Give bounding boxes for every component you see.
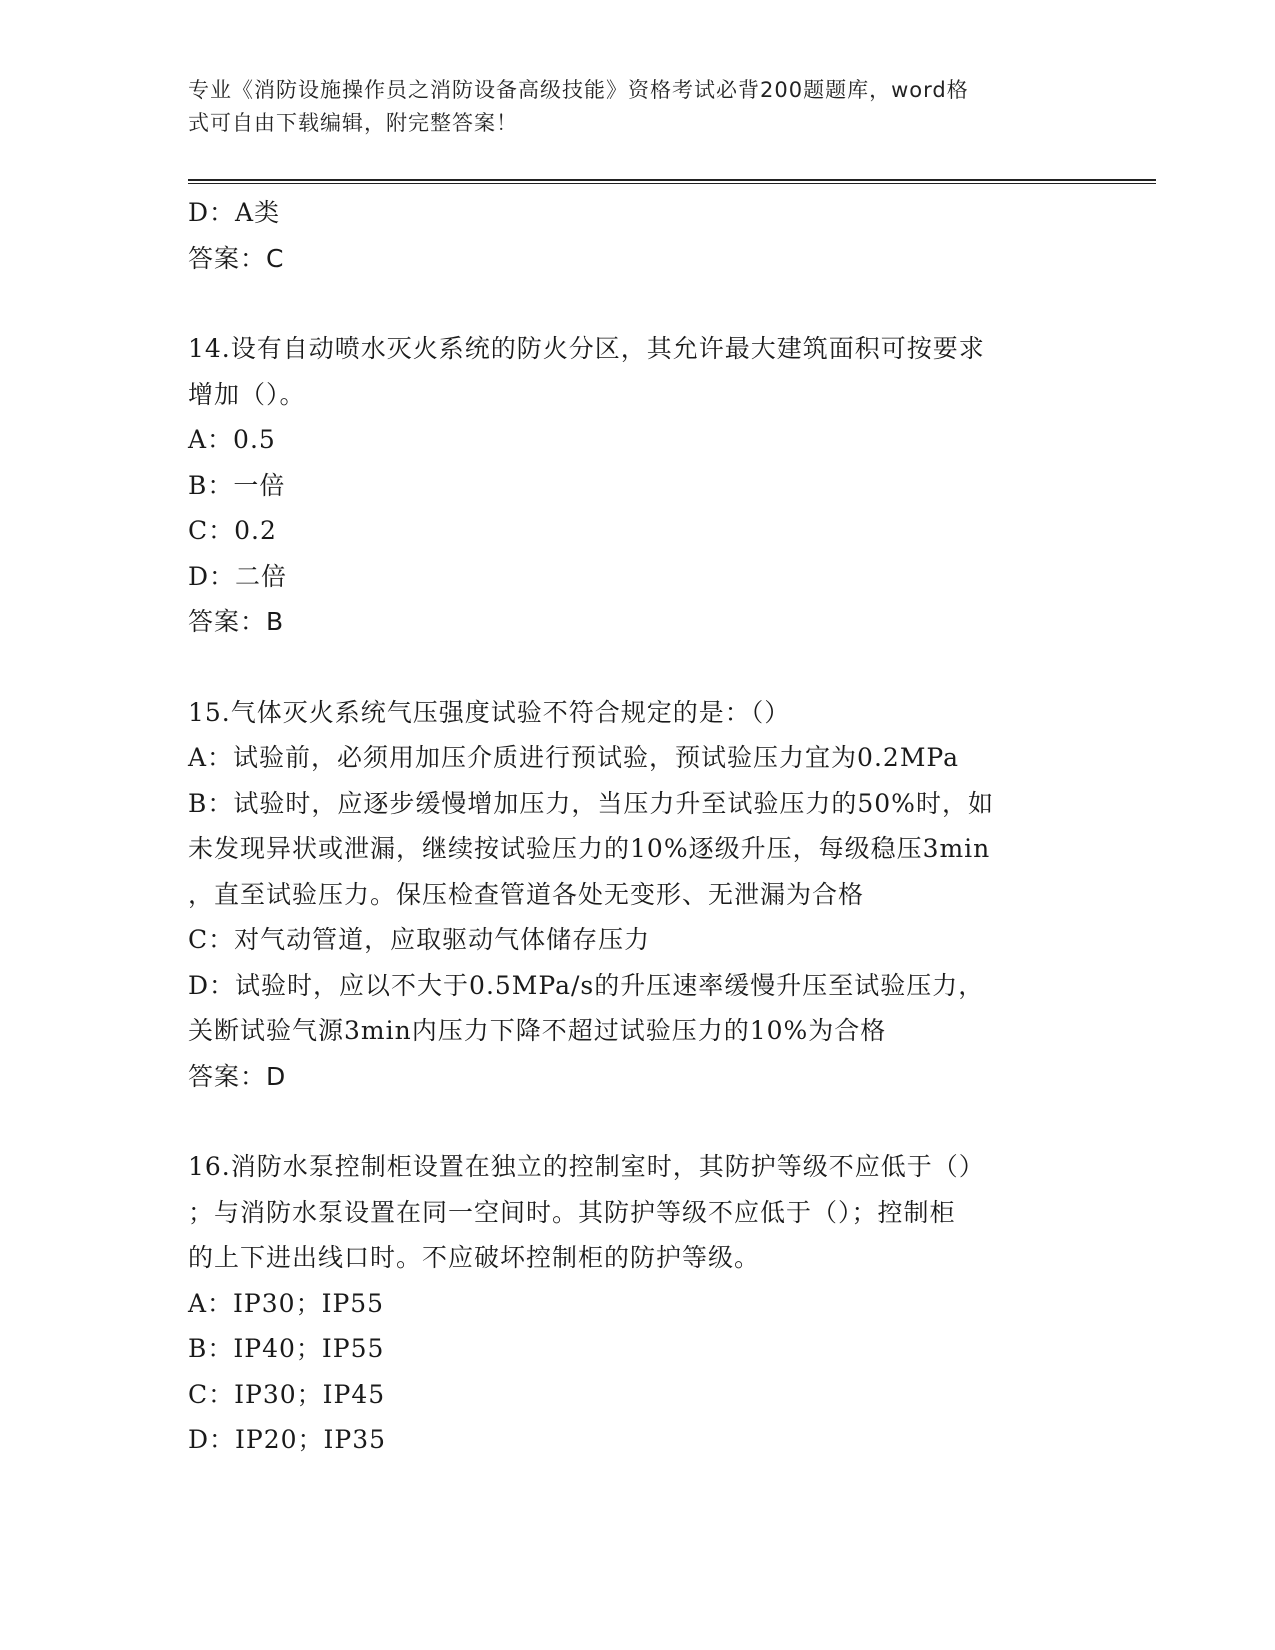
option-d: D：二倍	[188, 561, 288, 591]
header-line-1: 专业《消防设施操作员之消防设备高级技能》资格考试必背200题题库，word格	[188, 78, 969, 102]
option-b: B：一倍	[188, 470, 286, 500]
answer-line: 答案：B	[188, 607, 285, 636]
question-15	[188, 690, 1088, 1100]
option-c: C：0.2	[188, 516, 277, 545]
answer-line: 答案：D	[188, 1061, 287, 1091]
header-line-2: 式可自由下载编辑，附完整答案！	[188, 111, 518, 135]
question-14	[188, 326, 1088, 645]
spacer	[188, 1099, 1088, 1144]
option-c: C：IP30；IP45	[188, 1379, 386, 1409]
spacer	[188, 645, 1088, 690]
question-stem-line: 14.设有自动喷水灭火系统的防火分区，其允许最大建筑面积可按要求	[188, 334, 985, 363]
option-a: A：试验前，必须用加压介质进行预试验，预试验压力宜为0.2MPa	[188, 743, 960, 772]
question-stem-line: ；与消防水泵设置在同一空间时。其防护等级不应低于（）；控制柜	[188, 1197, 956, 1227]
question-stem-line: 的上下进出线口时。不应破坏控制柜的防护等级。	[188, 1243, 761, 1272]
option-c: C：对气动管道，应取驱动气体储存压力	[188, 925, 651, 954]
option-a: A：IP30；IP55	[188, 1288, 385, 1318]
question-stem-line: 增加（）。	[188, 379, 306, 409]
question-list	[188, 190, 1088, 1463]
spacer	[188, 281, 1088, 326]
option-d-continued: 关断试验气源3min内压力下降不超过试验压力的10%为合格	[188, 1016, 887, 1045]
question-stem-line: 15.气体灭火系统气压强度试验不符合规定的是：（）	[188, 697, 791, 727]
option-b-continued: ，直至试验压力。保压检查管道各处无变形、无泄漏为合格	[188, 879, 865, 909]
answer-line: 答案：C	[188, 243, 285, 273]
option-a: A：0.5	[188, 425, 276, 454]
option-d: D：IP20；IP35	[188, 1425, 387, 1454]
question-stem-line: 16.消防水泵控制柜设置在独立的控制室时，其防护等级不应低于（）	[188, 1152, 985, 1181]
document-header	[188, 74, 1068, 140]
option-d: D：A类	[188, 198, 281, 227]
question-16	[188, 1144, 1088, 1463]
option-d: D：试验时，应以不大于0.5MPa/s的升压速率缓慢升压至试验压力，	[188, 970, 985, 1000]
option-b: B：IP40；IP55	[188, 1334, 385, 1363]
header-rule-thin	[188, 183, 1156, 184]
option-b-continued: 未发现异状或泄漏，继续按试验压力的10%逐级升压，每级稳压3min	[188, 834, 991, 863]
header-rule-thick	[188, 179, 1156, 181]
question-13-tail	[188, 190, 1088, 281]
option-b: B：试验时，应逐步缓慢增加压力，当压力升至试验压力的50%时，如	[188, 788, 994, 818]
